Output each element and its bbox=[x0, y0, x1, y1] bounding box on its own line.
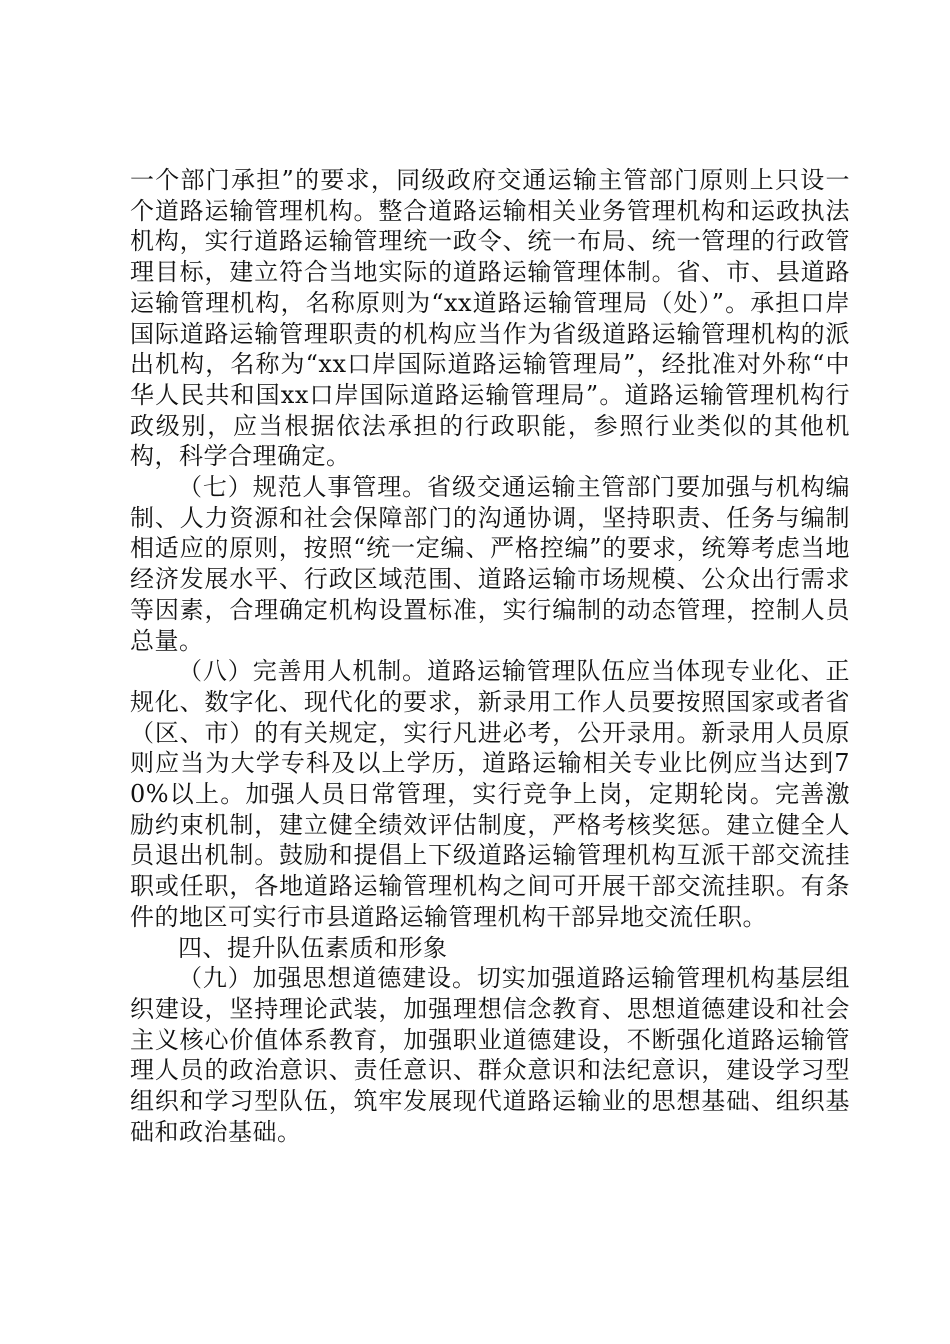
document-body bbox=[130, 165, 850, 1148]
section-heading-4: 四、提升队伍素质和形象 bbox=[178, 933, 448, 962]
paragraph-section-7: （七）规范人事管理。省级交通运输主管部门要加强与机构编制、人力资源和社会保障部门的沟通协调，坚持职责、任务与编制相适应的原则，按照“统一定编、严格控编”的要求，统筹考虑当地经济发展水平、行政区域范围、道路运输市场规模、公众出行需求等因素，合理确定机构设置标准，实行编制的动态管理，控制人员总量。 bbox=[130, 473, 850, 655]
paragraph-section-8: （八）完善用人机制。道路运输管理队伍应当体现专业化、正规化、数字化、现代化的要求，新录用工作人员要按照国家或者省（区、市）的有关规定，实行凡进必考，公开录用。新录用人员原则应当为大学专科及以上学历，道路运输相关专业比例应当达到70%以上。加强人员日常管理，实行竞争上岗，定期轮岗。完善激励约束机制，建立健全绩效评估制度，严格考核奖惩。建立健全人员退出机制。鼓励和提倡上下级道路运输管理机构互派干部交流挂职或任职，各地道路运输管理机构之间可开展干部交流挂职。有条件的地区可实行市县道路运输管理机构干部异地交流任职。 bbox=[130, 657, 850, 931]
paragraph-section-9: （九）加强思想道德建设。切实加强道路运输管理机构基层组织建设，坚持理论武装，加强理想信念教育、思想道德建设和社会主义核心价值体系教育，加强职业道德建设，不断强化道路运输管理人员的政治意识、责任意识、群众意识和法纪意识，建设学习型组织和学习型队伍，筑牢发展现代道路运输业的思想基础、组织基础和政治基础。 bbox=[130, 964, 850, 1146]
paragraph-continued: 一个部门承担”的要求，同级政府交通运输主管部门原则上只设一个道路运输管理机构。整合道路运输相关业务管理机构和运政执法机构，实行道路运输管理统一政令、统一布局、统一管理的行政管理目标，建立符合当地实际的道路运输管理体制。省、市、县道路运输管理机构，名称原则为“xx道路运输管理局（处）”。承担口岸国际道路运输管理职责的机构应当作为省级道路运输管理机构的派出机构，名称为“xx口岸国际道路运输管理局”，经批准对外称“中华人民共和国xx口岸国际道路运输管理局”。道路运输管理机构行政级别，应当根据依法承担的行政职能，参照行业类似的其他机构，科学合理确定。 bbox=[130, 166, 850, 471]
